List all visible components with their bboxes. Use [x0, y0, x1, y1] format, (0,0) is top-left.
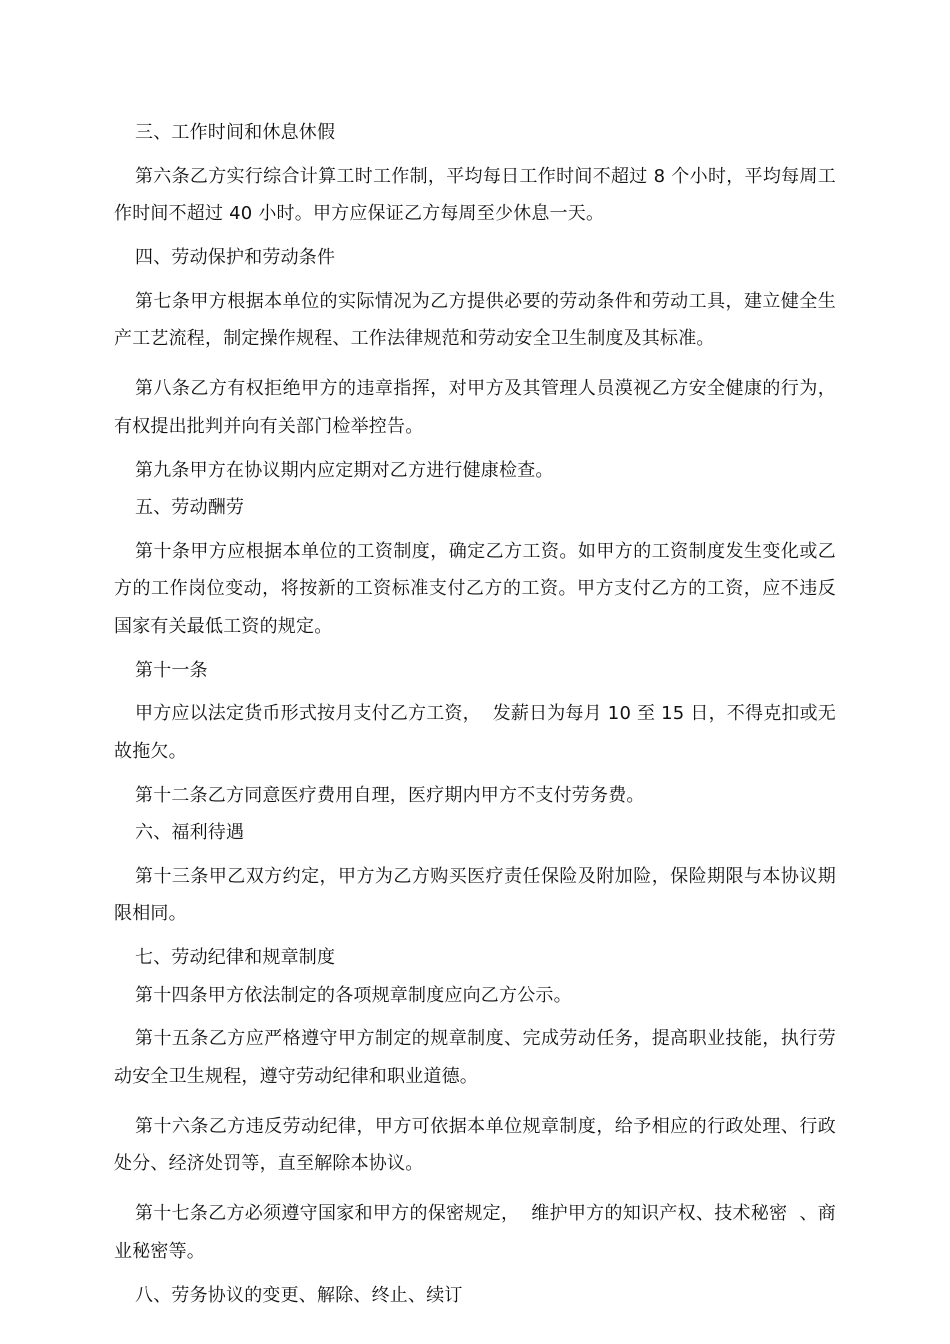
- section-heading-contract-changes: 八、劳务协议的变更、解除、终止、续订: [135, 1284, 463, 1306]
- section-heading-work-hours: 三、工作时间和休息休假: [135, 122, 336, 143]
- article-10: 第十条甲方应根据本单位的工资制度，确定乙方工资。如甲方的工资制度发生变化或乙方的工作岗位变动，将按新的工资标准支付乙方的工资。甲方支付乙方的工资，应不违反国家有关最低工资的规定。: [114, 540, 836, 637]
- article-11-heading: 第十一条: [135, 659, 208, 681]
- article-17: 第十七条乙方必须遵守国家和甲方的保密规定， 维护甲方的知识产权、技术秘密 、商业秘密等。: [114, 1203, 836, 1262]
- section-heading-welfare: 六、福利待遇: [135, 822, 245, 843]
- article-12: 第十二条乙方同意医疗费用自理，医疗期内甲方不支付劳务费。: [135, 784, 645, 806]
- article-13: 第十三条甲乙双方约定，甲方为乙方购买医疗责任保险及附加险，保险期限与本协议期限相同。: [114, 865, 836, 924]
- section-heading-remuneration: 五、劳动酬劳: [135, 497, 245, 518]
- article-15: 第十五条乙方应严格遵守甲方制定的规章制度、完成劳动任务，提高职业技能，执行劳动安全卫生规程，遵守劳动纪律和职业道德。: [114, 1028, 836, 1087]
- article-9: 第九条甲方在协议期内应定期对乙方进行健康检查。: [135, 459, 554, 481]
- document-page: [114, 120, 836, 1320]
- article-7: 第七条甲方根据本单位的实际情况为乙方提供必要的劳动条件和劳动工具，建立健全生产工艺流程，制定操作规程、工作法律规范和劳动安全卫生制度及其标准。: [114, 290, 836, 349]
- section-heading-discipline: 七、劳动纪律和规章制度: [135, 947, 336, 968]
- article-6: 第六条乙方实行综合计算工时工作制，平均每日工作时间不超过 8 个小时，平均每周工作时间不超过 40 小时。甲方应保证乙方每周至少休息一天。: [114, 165, 836, 224]
- article-11-body: 甲方应以法定货币形式按月支付乙方工资， 发薪日为每月 10 至 15 日，不得克扣或无故拖欠。: [114, 703, 836, 762]
- article-8: 第八条乙方有权拒绝甲方的违章指挥，对甲方及其管理人员漠视乙方安全健康的行为，有权提出批判并向有关部门检举控告。: [114, 378, 836, 437]
- section-heading-labor-protection: 四、劳动保护和劳动条件: [135, 247, 336, 268]
- article-14: 第十四条甲方依法制定的各项规章制度应向乙方公示。: [135, 984, 572, 1006]
- article-16: 第十六条乙方违反劳动纪律，甲方可依据本单位规章制度，给予相应的行政处理、行政处分、经济处罚等，直至解除本协议。: [114, 1115, 836, 1174]
